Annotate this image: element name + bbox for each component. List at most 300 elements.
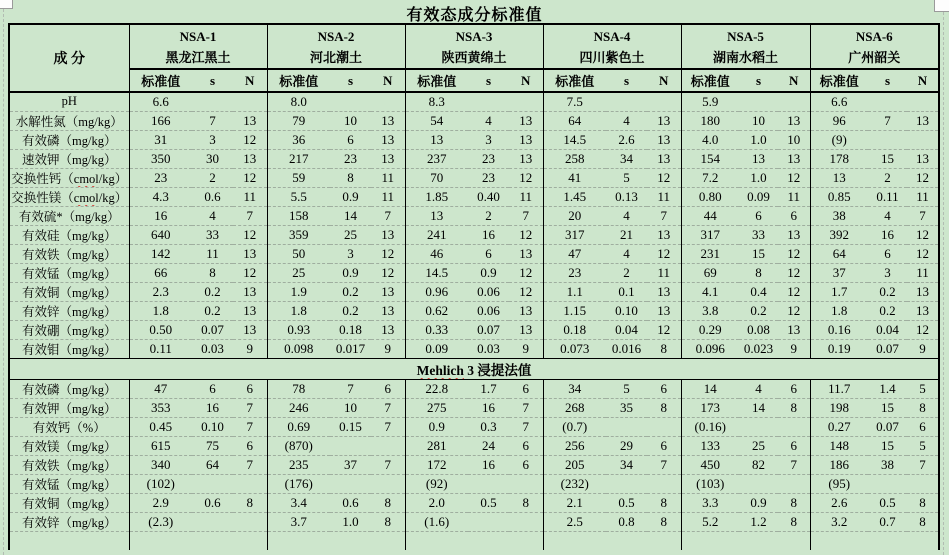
cell-value: 12 (509, 282, 543, 301)
subheader-n: N (647, 69, 681, 92)
table-row (9, 149, 939, 168)
cell-value: 13 (778, 111, 810, 130)
table-row (9, 263, 939, 282)
cell-value: 0.07 (192, 320, 233, 339)
row-label: 有效钙（%） (9, 417, 129, 436)
cell-value (868, 130, 907, 149)
cell-value: 13 (810, 168, 868, 187)
cell-value: 12 (778, 263, 810, 282)
cell-value: 14 (681, 379, 739, 398)
cell-value (468, 512, 509, 531)
cell-value: 7 (907, 455, 939, 474)
row-label: 速效钾（mg/kg） (9, 149, 129, 168)
cell-value: 36 (267, 130, 330, 149)
cell-value: 0.10 (192, 417, 233, 436)
table-row (9, 379, 939, 398)
spellcheck-underline: cmol (73, 190, 99, 205)
cell-value: 148 (810, 436, 868, 455)
cell-value: 1.8 (129, 301, 192, 320)
cell-value: 33 (739, 225, 778, 244)
cell-value: 142 (129, 244, 192, 263)
table-row (9, 168, 939, 187)
cell-value: (95) (810, 474, 868, 493)
cell-value: 6 (330, 130, 371, 149)
cell-value: 9 (509, 339, 543, 358)
cell-value: 158 (267, 206, 330, 225)
cell-value (468, 474, 509, 493)
cell-value: 0.18 (330, 320, 371, 339)
cell-value: 2 (606, 263, 647, 282)
cell-value (468, 531, 509, 550)
cell-value (233, 531, 267, 550)
cell-value: 11 (778, 187, 810, 206)
cell-value: 258 (543, 149, 606, 168)
cell-value: 13 (907, 149, 939, 168)
row-label: 有效锰（mg/kg） (9, 263, 129, 282)
cell-value (405, 531, 468, 550)
subheader-s: s (192, 69, 233, 92)
cell-value: 173 (681, 398, 739, 417)
cell-value (907, 92, 939, 111)
cell-value (606, 417, 647, 436)
cell-value: 1.4 (868, 379, 907, 398)
cell-value: 23 (330, 149, 371, 168)
cell-value: 11 (192, 244, 233, 263)
table-row (9, 417, 939, 436)
cell-value: 12 (907, 168, 939, 187)
cell-value: (0.16) (681, 417, 739, 436)
table-row (9, 474, 939, 493)
cell-value: 0.03 (468, 339, 509, 358)
cell-value: 13 (647, 301, 681, 320)
cell-value: 4.1 (681, 282, 739, 301)
cell-value: 12 (509, 168, 543, 187)
cell-value: 0.06 (468, 301, 509, 320)
cell-value: 3.4 (267, 493, 330, 512)
cell-value: 1.85 (405, 187, 468, 206)
cell-value: 10 (739, 111, 778, 130)
cell-value: 0.96 (405, 282, 468, 301)
table-row (9, 493, 939, 512)
cell-value: 30 (192, 149, 233, 168)
cell-value: 13 (371, 282, 405, 301)
cell-value (778, 474, 810, 493)
cell-value: 1.0 (739, 130, 778, 149)
cell-value: 23 (468, 149, 509, 168)
header-row-subcolumns (9, 69, 939, 92)
cell-value: 0.096 (681, 339, 739, 358)
cell-value: 5 (907, 436, 939, 455)
cell-value: 16 (129, 206, 192, 225)
cell-value: 12 (233, 263, 267, 282)
cell-value: (102) (129, 474, 192, 493)
cell-value: 0.27 (810, 417, 868, 436)
cell-value: 11 (647, 187, 681, 206)
cell-value: 12 (907, 244, 939, 263)
cell-value: 34 (606, 149, 647, 168)
cell-value: 13 (778, 320, 810, 339)
cell-value: 12 (778, 244, 810, 263)
row-label: 有效铁（mg/kg） (9, 244, 129, 263)
cell-value: 0.93 (267, 320, 330, 339)
spellcheck-underline: Mehlich (416, 362, 464, 378)
cell-value: 0.5 (606, 493, 647, 512)
cell-value: 21 (606, 225, 647, 244)
row-label: 有效铁（mg/kg） (9, 455, 129, 474)
cell-value: 20 (543, 206, 606, 225)
cell-value: 8.3 (405, 92, 468, 111)
cell-value: 13 (371, 149, 405, 168)
cell-value: 4 (868, 206, 907, 225)
cell-value: 7.5 (543, 92, 606, 111)
cell-value: 7 (192, 111, 233, 130)
cell-value: 24 (468, 436, 509, 455)
cell-value: 180 (681, 111, 739, 130)
cell-value: 640 (129, 225, 192, 244)
row-label: 有效锰（mg/kg） (9, 474, 129, 493)
cell-value: 5.9 (681, 92, 739, 111)
cell-value: 350 (129, 149, 192, 168)
cell-value: 13 (371, 130, 405, 149)
cell-value: 16 (192, 398, 233, 417)
cell-value: 25 (267, 263, 330, 282)
cell-value: 0.08 (739, 320, 778, 339)
cell-value: 0.3 (468, 417, 509, 436)
cell-value: 0.9 (405, 417, 468, 436)
subheader-standard-value: 标准值 (810, 69, 868, 92)
cell-value: 13 (233, 320, 267, 339)
cell-value: 217 (267, 149, 330, 168)
cell-value: 0.7 (868, 512, 907, 531)
cell-value: (92) (405, 474, 468, 493)
cell-value: 166 (129, 111, 192, 130)
cell-value: 13 (907, 111, 939, 130)
cell-value: 1.8 (810, 301, 868, 320)
cell-value: 13 (647, 225, 681, 244)
cell-value (868, 531, 907, 550)
cell-value: 5 (606, 379, 647, 398)
cell-value: 0.8 (606, 512, 647, 531)
cell-value: 8 (907, 493, 939, 512)
soil-name: 黑龙江黑土 (165, 49, 231, 65)
cell-value: 0.5 (468, 493, 509, 512)
cell-value: 0.2 (868, 301, 907, 320)
cell-value: 8 (371, 512, 405, 531)
table-row (9, 130, 939, 149)
cell-value: 0.2 (330, 301, 371, 320)
cell-value: 0.45 (129, 417, 192, 436)
subheader-standard-value: 标准值 (681, 69, 739, 92)
cell-value: 47 (129, 379, 192, 398)
cell-value (192, 512, 233, 531)
row-label: 有效硫*（mg/kg） (9, 206, 129, 225)
cell-value: 12 (233, 225, 267, 244)
cell-value: 7.2 (681, 168, 739, 187)
cell-value: 11 (371, 187, 405, 206)
standards-table (8, 23, 940, 550)
cell-value: 10 (330, 398, 371, 417)
row-label: 有效锌（mg/kg） (9, 512, 129, 531)
cell-value: 34 (606, 455, 647, 474)
cell-value: 0.69 (267, 417, 330, 436)
row-label: 有效铜（mg/kg） (9, 493, 129, 512)
cell-value: 6.6 (810, 92, 868, 111)
cell-value: 0.07 (868, 417, 907, 436)
cell-value: 7 (907, 206, 939, 225)
cell-value: 11 (907, 263, 939, 282)
cell-value: 5.2 (681, 512, 739, 531)
cell-value: 6 (233, 436, 267, 455)
cell-value: 4.3 (129, 187, 192, 206)
cell-value: 38 (810, 206, 868, 225)
cell-value: 3.8 (681, 301, 739, 320)
cell-value: 7 (371, 417, 405, 436)
cell-value: 0.2 (739, 301, 778, 320)
cell-value: 0.13 (606, 187, 647, 206)
table-row (9, 282, 939, 301)
cell-value: 0.09 (739, 187, 778, 206)
cell-value (267, 531, 330, 550)
cell-value: 8 (739, 263, 778, 282)
cell-value: 13 (233, 111, 267, 130)
cell-value (739, 474, 778, 493)
cell-value: 1.0 (330, 512, 371, 531)
cell-value: 235 (267, 455, 330, 474)
cell-value: 8 (371, 493, 405, 512)
cell-value: 0.11 (868, 187, 907, 206)
cell-value: 7 (330, 379, 371, 398)
table-row (9, 436, 939, 455)
cell-value: 8 (778, 512, 810, 531)
group-id: NSA-4 (593, 28, 631, 44)
cell-value: 4 (192, 206, 233, 225)
cell-value: 69 (681, 263, 739, 282)
cell-value: 0.09 (405, 339, 468, 358)
row-label: 有效硼（mg/kg） (9, 320, 129, 339)
row-label: 交换性钙（cmol/kg） (9, 168, 129, 187)
cell-value: 6 (778, 379, 810, 398)
cell-value: 11 (233, 187, 267, 206)
cell-value (907, 531, 939, 550)
cell-value: 8 (647, 493, 681, 512)
subheader-standard-value: 标准值 (129, 69, 192, 92)
cell-value: 7 (233, 455, 267, 474)
cell-value: 0.04 (868, 320, 907, 339)
cell-value (681, 531, 739, 550)
subheader-s: s (330, 69, 371, 92)
cell-value: 29 (606, 436, 647, 455)
cell-value: 0.6 (192, 187, 233, 206)
cell-value (868, 92, 907, 111)
cell-value: 8 (778, 398, 810, 417)
cell-value: 0.50 (129, 320, 192, 339)
cell-value: 246 (267, 398, 330, 417)
cell-value: 13 (509, 149, 543, 168)
cell-value (907, 474, 939, 493)
cell-value: 66 (129, 263, 192, 282)
cell-value (739, 417, 778, 436)
subheader-s: s (468, 69, 509, 92)
row-label: 有效硅（mg/kg） (9, 225, 129, 244)
soil-name: 四川紫色土 (579, 49, 645, 65)
cell-value: 16 (868, 225, 907, 244)
mehlich-section-header: Mehlich 3 浸提法值 (9, 358, 939, 379)
cell-value: 6 (509, 379, 543, 398)
table-row (9, 244, 939, 263)
row-label: 水解性氮（mg/kg） (9, 111, 129, 130)
cell-value: 4 (468, 111, 509, 130)
spellcheck-underline: cmol (73, 171, 99, 186)
cell-value: 12 (509, 225, 543, 244)
cell-value: 0.6 (330, 493, 371, 512)
cell-value: 12 (907, 320, 939, 339)
cell-value: 275 (405, 398, 468, 417)
subheader-n: N (778, 69, 810, 92)
cell-value: 12 (647, 320, 681, 339)
cell-value: 256 (543, 436, 606, 455)
cell-value: 8 (330, 168, 371, 187)
cell-value (330, 474, 371, 493)
cell-value: 1.45 (543, 187, 606, 206)
cell-value: 13 (647, 130, 681, 149)
cell-value (647, 531, 681, 550)
cell-value: 0.9 (468, 263, 509, 282)
row-label: 有效钼（mg/kg） (9, 339, 129, 358)
cell-value: 241 (405, 225, 468, 244)
cell-value: 3.3 (681, 493, 739, 512)
group-header-nsa-1 (129, 24, 267, 69)
cell-value: 15 (868, 149, 907, 168)
cell-value: 47 (543, 244, 606, 263)
cell-value: 154 (681, 149, 739, 168)
cell-value (371, 436, 405, 455)
cell-value: 15 (868, 436, 907, 455)
cell-value: 13 (509, 244, 543, 263)
cell-value: 0.62 (405, 301, 468, 320)
cell-value: 13 (405, 130, 468, 149)
group-header-nsa-3 (405, 24, 543, 69)
cell-value: 5 (907, 379, 939, 398)
cell-value: 13 (233, 149, 267, 168)
subheader-s: s (606, 69, 647, 92)
row-label: 交换性镁（cmol/kg） (9, 187, 129, 206)
cell-value: 96 (810, 111, 868, 130)
cell-value: 3.7 (267, 512, 330, 531)
cell-value: 64 (192, 455, 233, 474)
cell-value: 9 (233, 339, 267, 358)
group-id: NSA-6 (855, 28, 893, 44)
cell-value: 70 (405, 168, 468, 187)
cell-value: 15 (868, 398, 907, 417)
cell-value: 5.5 (267, 187, 330, 206)
cell-value: 14.5 (405, 263, 468, 282)
cell-value: 0.2 (330, 282, 371, 301)
cell-value: 16 (468, 225, 509, 244)
table-row (9, 225, 939, 244)
cell-value: 317 (543, 225, 606, 244)
cell-value (509, 92, 543, 111)
cell-value: 31 (129, 130, 192, 149)
cell-value: 13 (907, 282, 939, 301)
cell-value (233, 474, 267, 493)
cell-value (468, 92, 509, 111)
soil-name: 湖南水稻土 (712, 49, 778, 65)
cell-value: 23 (129, 168, 192, 187)
cell-value: 0.07 (868, 339, 907, 358)
table-row (9, 92, 939, 111)
cell-value: 7 (647, 455, 681, 474)
cell-value: 78 (267, 379, 330, 398)
cell-value: 231 (681, 244, 739, 263)
cell-value: 16 (468, 398, 509, 417)
cell-value: 8 (192, 263, 233, 282)
cell-value: 186 (810, 455, 868, 474)
cell-value: 13 (778, 149, 810, 168)
cell-value: 12 (778, 168, 810, 187)
cell-value: 64 (810, 244, 868, 263)
cell-value: 0.03 (192, 339, 233, 358)
cell-value: 13 (509, 320, 543, 339)
cell-value: 340 (129, 455, 192, 474)
cell-value: 12 (647, 244, 681, 263)
cell-value: 0.016 (606, 339, 647, 358)
table-row (9, 206, 939, 225)
table-row (9, 455, 939, 474)
cell-value: 0.40 (468, 187, 509, 206)
cell-value: 8 (907, 512, 939, 531)
cell-value: 4 (606, 244, 647, 263)
cell-value: 8 (778, 493, 810, 512)
cell-value: 0.15 (330, 417, 371, 436)
cell-value (907, 130, 939, 149)
cell-value: 16 (468, 455, 509, 474)
cell-value: 359 (267, 225, 330, 244)
cell-value: (232) (543, 474, 606, 493)
row-label (9, 531, 129, 550)
cell-value: 13 (371, 301, 405, 320)
group-id: NSA-3 (455, 28, 493, 44)
cell-value: 6 (192, 379, 233, 398)
cell-value: 9 (778, 339, 810, 358)
cell-value: 13 (647, 111, 681, 130)
cell-value: 1.0 (739, 168, 778, 187)
cell-value: 317 (681, 225, 739, 244)
cell-value: 6 (509, 455, 543, 474)
cell-value: 13 (907, 301, 939, 320)
row-label: 有效镁（mg/kg） (9, 436, 129, 455)
cell-value: (103) (681, 474, 739, 493)
subheader-standard-value: 标准值 (405, 69, 468, 92)
cell-value: 2 (868, 168, 907, 187)
cell-value: 11 (371, 168, 405, 187)
cell-value: (1.6) (405, 512, 468, 531)
cell-value: 0.11 (129, 339, 192, 358)
soil-name: 广州韶关 (848, 49, 901, 65)
cell-value: 2.5 (543, 512, 606, 531)
left-gridline (3, 9, 4, 555)
cell-value: 13 (509, 301, 543, 320)
cell-value: 6 (509, 436, 543, 455)
cell-value: (9) (810, 130, 868, 149)
cell-value: 0.04 (606, 320, 647, 339)
cell-value: 11 (509, 187, 543, 206)
cell-value: 6 (778, 436, 810, 455)
cell-value (647, 92, 681, 111)
cell-value: 10 (330, 111, 371, 130)
cell-value: 1.15 (543, 301, 606, 320)
cell-value: 4 (606, 206, 647, 225)
cell-value: 198 (810, 398, 868, 417)
